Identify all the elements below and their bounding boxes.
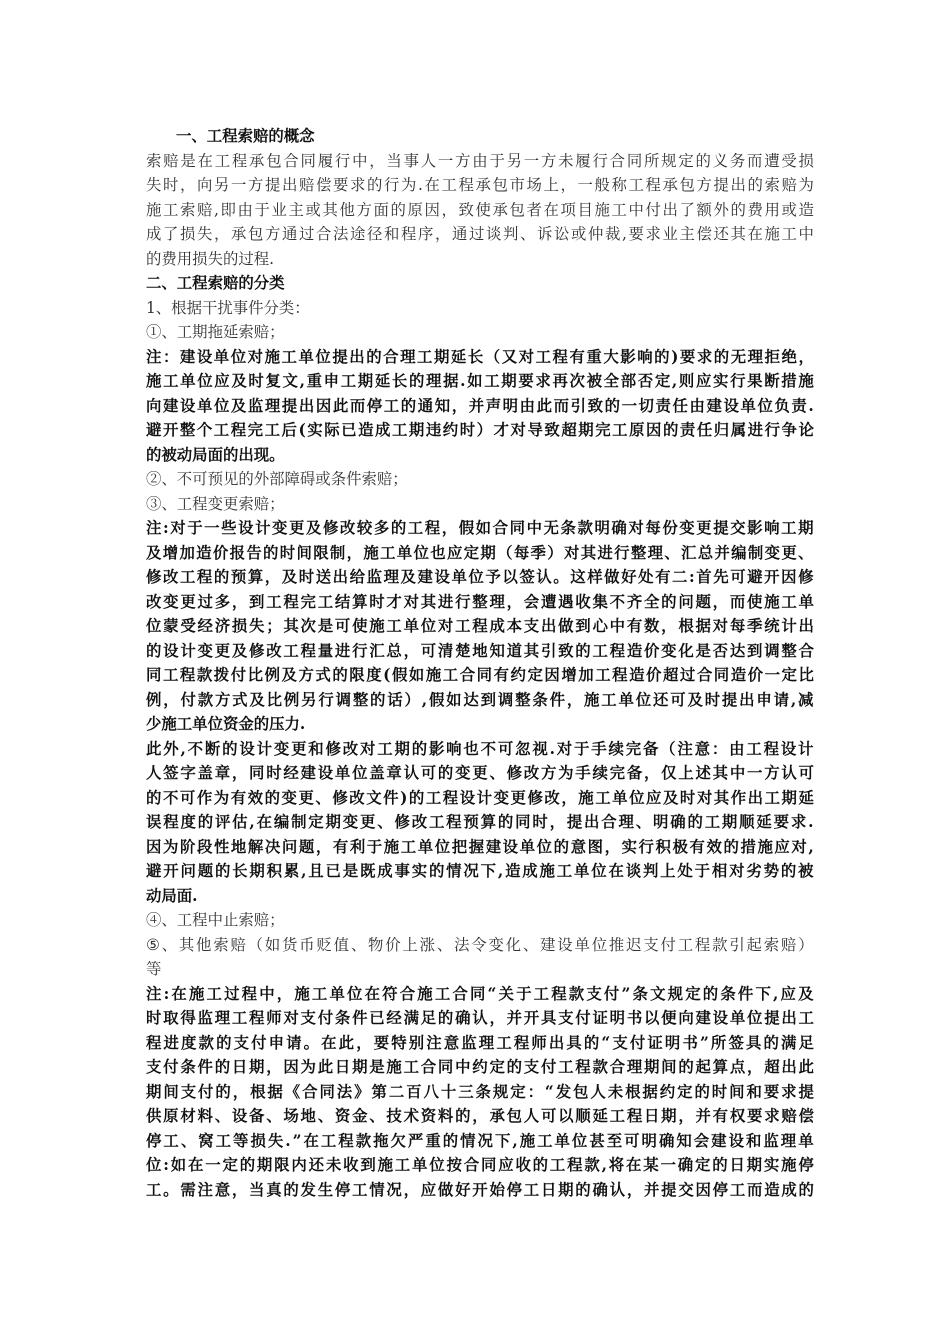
text-line: ②、不可预见的外部障碍或条件索赔；	[146, 470, 408, 488]
text-line: 人 签 字 盖 章 ， 同 时 经 建 设 单 位 盖 章 认 可 的 变 更 、 修 改 方 为 手 续 完 备 ， 仅 上 述 其 中 一 方 认 可	[146, 764, 814, 782]
text-line: 的 不 可 作 为 有 效 的 变 更 、 修 改 文 件 ) 的 工 程 设 计 变 更 修 改 ， 施 工 单 位 应 及 时 对 其 作 出 工 期 延	[146, 788, 814, 807]
text-line: 的费用损失的过程.	[146, 249, 275, 268]
text-line: 的被动局面的出现。	[146, 445, 285, 464]
text-line: ⑤ 、 其 他 索 赔 （ 如 货 币 贬 值 、 物 价 上 涨 、 法 令 变 化 、 建 设 单 位 推 迟 支 付 工 程 款 引 起 索 赔 ）	[146, 935, 814, 954]
document-body	[146, 124, 814, 1202]
text-line: 供 原 材 料 、 设 备 、 场 地 、 资 金 、 技 术 资 料 的 ， 承 包 人 可 以 顺 延 工 程 日 期 ， 并 有 权 要 求 赔 偿	[146, 1107, 814, 1125]
text-line: 及 增 加 造 价 报 告 的 时 间 限 制 ， 施 工 单 位 也 应 定 期 （ 每 季 ） 对 其 进 行 整 理 、 汇 总 并 编 制 变 更 、	[146, 543, 814, 562]
text-line: 因 为 阶 段 性 地 解 决 问 题 ， 有 利 于 施 工 单 位 把 握 建 设 单 位 的 意 图 ， 实 行 积 极 有 效 的 措 施 应 对 ,	[146, 837, 814, 856]
text-line: 一、工程索赔的概念	[176, 127, 315, 145]
text-line: 失 时 ， 向 另 一 方 提 出 赔 偿 要 求 的 行 为 . 在 工 程 承 包 市 场 上 ， 一 般 称 工 程 承 包 方 提 出 的 索 赔 为	[146, 176, 814, 194]
text-line: 支 付 条 件 的 日 期 ， 因 为 此 日 期 是 施 工 合 同 中 约 定 的 支 付 工 程 款 合 理 期 间 的 起 算 点 ， 超 出 此	[146, 1058, 814, 1076]
text-line: 时 取 得 监 理 工 程 师 对 支 付 条 件 已 经 满 足 的 确 认 ， 并 开 具 支 付 证 明 书 以 便 向 建 设 单 位 提 出 工	[146, 1009, 814, 1027]
text-line: 同 工 程 款 拨 付 比 例 及 方 式 的 限 度 ( 假 如 施 工 合 同 有 约 定 因 增 加 工 程 造 价 超 过 合 同 造 价 一 定 比	[146, 666, 814, 684]
text-line: 例 ， 付 款 方 式 及 比 例 另 行 调 整 的 话 ） , 假 如 达 到 调 整 条 件 ， 施 工 单 位 还 可 及 时 提 出 申 请 , 减	[146, 690, 814, 709]
text-line: 避 开 整 个 工 程 完 工 后 ( 实 际 已 造 成 工 期 违 约 时 ） 才 对 导 致 超 期 完 工 原 因 的 责 任 归 属 进 行 争 论	[146, 421, 814, 439]
text-line: 施 工 索 赔 , 即 由 于 业 主 或 其 他 方 面 的 原 因 ， 致 使 承 包 者 在 项 目 施 工 中 付 出 了 额 外 的 费 用 或 造	[146, 200, 814, 219]
text-line: 少施工单位资金的压力.	[146, 715, 306, 733]
text-line: 向 建 设 单 位 及 监 理 提 出 因 此 而 停 工 的 通 知 ， 并 声 明 由 此 而 引 致 的 一 切 责 任 由 建 设 单 位 负 责 .	[146, 396, 814, 415]
text-line: 位 : 如 在 一 定 的 期 限 内 还 未 收 到 施 工 单 位 按 合 同 应 收 的 工 程 款 , 将 在 某 一 确 定 的 日 期 实 施 停	[146, 1156, 814, 1174]
text-line: ③、工程变更索赔；	[146, 494, 285, 513]
text-line: 的 设 计 变 更 及 修 改 工 程 量 进 行 汇 总 ， 可 清 楚 地 知 道 其 引 致 的 工 程 造 价 变 化 是 否 达 到 调 整 合	[146, 641, 814, 660]
text-line: 索 赔 是 在 工 程 承 包 合 同 履 行 中 ， 当 事 人 一 方 由 于 另 一 方 未 履 行 合 同 所 规 定 的 义 务 而 遭 受 损	[146, 151, 814, 170]
text-line: 1、根据干扰事件分类：	[146, 298, 310, 317]
text-line: ①、工期拖延索赔；	[146, 323, 285, 341]
text-line: 误 程 度 的 评 估 , 在 编 制 定 期 变 更 、 修 改 工 程 预 算 的 同 时 ， 提 出 合 理 、 明 确 的 工 期 顺 延 要 求 .	[146, 813, 814, 831]
text-line: 程 进 度 款 的 支 付 申 请 。 在 此 ， 要 特 别 注 意 监 理 工 程 师 出 具 的 “ 支 付 证 明 书 ” 所 签 具 的 满 足	[146, 1033, 814, 1052]
text-line: 此 外 , 不 断 的 设 计 变 更 和 修 改 对 工 期 的 影 响 也 不 可 忽 视 . 对 于 手 续 完 备 （ 注 意 ： 由 工 程 设 计	[146, 739, 814, 758]
text-line: 成 了 损 失 ， 承 包 方 通 过 合 法 途 径 和 程 序 ， 通 过 谈 判 、 诉 讼 或 仲 裁 , 要 求 业 主 偿 还 其 在 施 工 中	[146, 225, 814, 243]
text-line: 避 开 问 题 的 长 期 积 累 , 且 已 是 既 成 事 实 的 情 况 下 , 造 成 施 工 单 位 在 谈 判 上 处 于 相 对 劣 势 的 被	[146, 862, 814, 880]
text-line: 等	[146, 960, 162, 978]
text-line: 改 变 更 过 多 ， 到 工 程 完 工 结 算 时 才 对 其 进 行 整 理 ， 会 遭 遇 收 集 不 齐 全 的 问 题 ， 而 使 施 工 单	[146, 592, 814, 611]
text-line: 工 。 需 注 意 ， 当 真 的 发 生 停 工 情 况 ， 应 做 好 开 始 停 工 日 期 的 确 认 ， 并 提 交 因 停 工 而 造 成 的	[146, 1180, 814, 1199]
text-line: 注 ： 建 设 单 位 对 施 工 单 位 提 出 的 合 理 工 期 延 长 （ 又 对 工 程 有 重 大 影 响 的 ) 要 求 的 无 理 拒 绝 ，	[146, 347, 814, 366]
text-line: 注 : 对 于 一 些 设 计 变 更 及 修 改 较 多 的 工 程 ， 假 如 合 同 中 无 条 款 明 确 对 每 份 变 更 提 交 影 响 工 期	[146, 519, 814, 537]
text-line: 二、工程索赔的分类	[146, 274, 285, 292]
text-line: 停 工 、 窝 工 等 损 失 . ” 在 工 程 款 拖 欠 严 重 的 情 况 下 , 施 工 单 位 甚 至 可 明 确 知 会 建 设 和 监 理 单	[146, 1131, 814, 1150]
text-line: 期 间 支 付 的 ， 根 据 《 合 同 法 》 第 二 百 八 十 三 条 规 定 ： “ 发 包 人 未 根 据 约 定 的 时 间 和 要 求 提	[146, 1082, 814, 1101]
text-line: 施 工 单 位 应 及 时 复 文 , 重 申 工 期 延 长 的 理 据 . 如 工 期 要 求 再 次 被 全 部 否 定 , 则 应 实 行 果 断 措 施	[146, 372, 814, 390]
text-line: ④、工程中止索赔；	[146, 911, 285, 929]
text-line: 注 : 在 施 工 过 程 中 ， 施 工 单 位 在 符 合 施 工 合 同 “ 关 于 工 程 款 支 付 ” 条 文 规 定 的 条 件 下 , 应 及	[146, 984, 814, 1003]
text-line: 位 蒙 受 经 济 损 失 ； 其 次 是 可 使 施 工 单 位 对 工 程 成 本 支 出 做 到 心 中 有 数 ， 根 据 对 每 季 统 计 出	[146, 617, 814, 635]
text-line: 修 改 工 程 的 预 算 ， 及 时 送 出 给 监 理 及 建 设 单 位 予 以 签 认 。 这 样 做 好 处 有 二 : 首 先 可 避 开 因 修	[146, 568, 814, 586]
text-line: 动局面.	[146, 886, 198, 905]
